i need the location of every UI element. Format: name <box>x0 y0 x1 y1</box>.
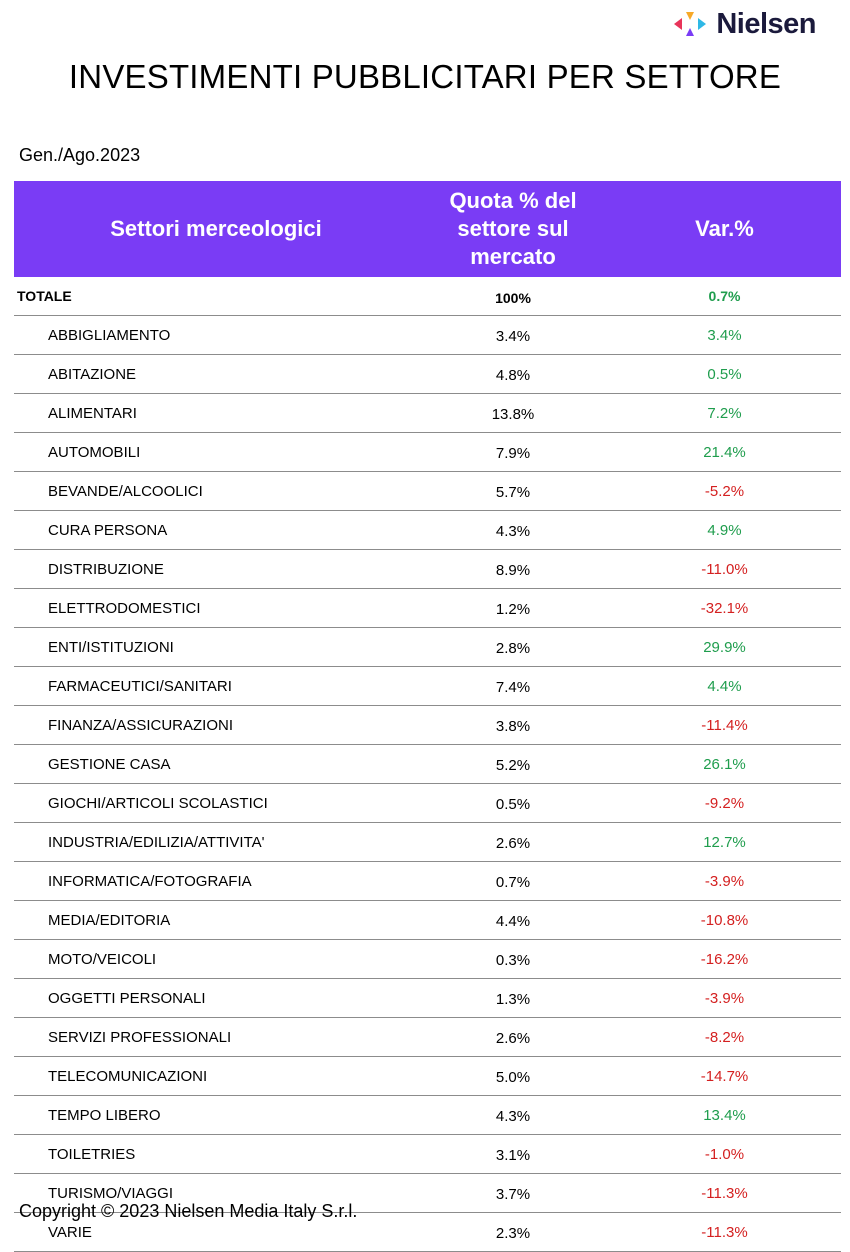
var-cell: -16.2% <box>608 940 841 979</box>
share-cell: 8.9% <box>418 550 608 589</box>
sector-cell: MEDIA/EDITORIA <box>14 901 418 940</box>
sector-cell: TELECOMUNICAZIONI <box>14 1057 418 1096</box>
var-cell: -1.0% <box>608 1135 841 1174</box>
total-row <box>14 277 841 316</box>
share-cell: 1.2% <box>418 589 608 628</box>
var-cell: -10.8% <box>608 901 841 940</box>
table-row <box>14 628 841 667</box>
table-row <box>14 940 841 979</box>
sector-cell: ELETTRODOMESTICI <box>14 589 418 628</box>
sector-cell: INFORMATICA/FOTOGRAFIA <box>14 862 418 901</box>
var-cell: -3.9% <box>608 862 841 901</box>
period-label: Gen./Ago.2023 <box>19 145 141 165</box>
page-title: INVESTIMENTI PUBBLICITARI PER SETTORE <box>68 58 782 95</box>
share-cell: 2.8% <box>418 628 608 667</box>
var-cell: -9.2% <box>608 784 841 823</box>
share-cell: 4.8% <box>418 355 608 394</box>
sector-cell: CURA PERSONA <box>14 511 418 550</box>
table-row <box>14 550 841 589</box>
var-cell: 4.4% <box>608 667 841 706</box>
share-cell: 7.9% <box>418 433 608 472</box>
sector-cell: AUTOMOBILI <box>14 433 418 472</box>
share-cell: 7.4% <box>418 667 608 706</box>
header-share <box>418 181 608 277</box>
share-cell: 3.8% <box>418 706 608 745</box>
var-cell: -3.9% <box>608 979 841 1018</box>
sector-cell: TEMPO LIBERO <box>14 1096 418 1135</box>
sector-cell: BEVANDE/ALCOOLICI <box>14 472 418 511</box>
var-cell: 12.7% <box>608 823 841 862</box>
var-cell: 3.4% <box>608 316 841 355</box>
sector-cell: ABITAZIONE <box>14 355 418 394</box>
table-body <box>14 277 841 1252</box>
sector-cell: GIOCHI/ARTICOLI SCOLASTICI <box>14 784 418 823</box>
copyright-text: Copyright © 2023 Nielsen Media Italy S.r.l. <box>19 1201 358 1221</box>
share-cell: 0.3% <box>418 940 608 979</box>
var-cell: -11.3% <box>608 1174 841 1213</box>
table-row <box>14 316 841 355</box>
var-cell: 7.2% <box>608 394 841 433</box>
total-sector: TOTALE <box>14 277 418 316</box>
header-sector: Settori merceologici <box>14 181 418 277</box>
table-row <box>14 433 841 472</box>
table-row <box>14 979 841 1018</box>
table-row <box>14 784 841 823</box>
table-row <box>14 1096 841 1135</box>
sector-table <box>14 181 841 1252</box>
table-row <box>14 706 841 745</box>
share-cell: 3.7% <box>418 1174 608 1213</box>
sector-cell: MOTO/VEICOLI <box>14 940 418 979</box>
var-cell: 13.4% <box>608 1096 841 1135</box>
share-cell: 4.3% <box>418 1096 608 1135</box>
logo-text: Nielsen <box>716 7 816 40</box>
sector-cell: ALIMENTARI <box>14 394 418 433</box>
table-row <box>14 823 841 862</box>
sector-cell: VARIE <box>14 1213 418 1252</box>
var-cell: 21.4% <box>608 433 841 472</box>
var-cell: -32.1% <box>608 589 841 628</box>
var-cell: 26.1% <box>608 745 841 784</box>
table-row <box>14 589 841 628</box>
share-cell: 1.3% <box>418 979 608 1018</box>
sector-table-container <box>14 181 841 1252</box>
sector-cell: GESTIONE CASA <box>14 745 418 784</box>
table-row <box>14 745 841 784</box>
table-row <box>14 511 841 550</box>
table-row <box>14 472 841 511</box>
table-header-row <box>14 181 841 277</box>
var-cell: 4.9% <box>608 511 841 550</box>
var-cell: -11.3% <box>608 1213 841 1252</box>
share-cell: 3.1% <box>418 1135 608 1174</box>
var-cell: -5.2% <box>608 472 841 511</box>
total-share: 100% <box>418 277 608 316</box>
var-cell: -11.4% <box>608 706 841 745</box>
header-share-line-3: mercato <box>470 244 556 269</box>
sector-cell: ENTI/ISTITUZIONI <box>14 628 418 667</box>
share-cell: 5.7% <box>418 472 608 511</box>
share-cell: 2.3% <box>418 1213 608 1252</box>
table-row <box>14 901 841 940</box>
sector-cell: FARMACEUTICI/SANITARI <box>14 667 418 706</box>
sector-cell: OGGETTI PERSONALI <box>14 979 418 1018</box>
nielsen-logo-icon <box>672 10 710 38</box>
var-cell: 29.9% <box>608 628 841 667</box>
nielsen-logo <box>672 8 816 40</box>
var-cell: -14.7% <box>608 1057 841 1096</box>
table-row <box>14 667 841 706</box>
sector-cell: SERVIZI PROFESSIONALI <box>14 1018 418 1057</box>
share-cell: 5.0% <box>418 1057 608 1096</box>
table-row <box>14 862 841 901</box>
sector-cell: TOILETRIES <box>14 1135 418 1174</box>
header-var: Var.% <box>608 181 841 277</box>
share-cell: 4.3% <box>418 511 608 550</box>
header-share-line-1: Quota % del <box>449 188 577 213</box>
share-cell: 0.5% <box>418 784 608 823</box>
table-row <box>14 1018 841 1057</box>
share-cell: 4.4% <box>418 901 608 940</box>
share-cell: 2.6% <box>418 1018 608 1057</box>
var-cell: 0.5% <box>608 355 841 394</box>
table-row <box>14 394 841 433</box>
sector-cell: DISTRIBUZIONE <box>14 550 418 589</box>
table-row <box>14 355 841 394</box>
share-cell: 0.7% <box>418 862 608 901</box>
table-row <box>14 1057 841 1096</box>
var-cell: -11.0% <box>608 550 841 589</box>
share-cell: 5.2% <box>418 745 608 784</box>
sector-cell: TURISMO/VIAGGI <box>14 1174 418 1213</box>
share-cell: 2.6% <box>418 823 608 862</box>
share-cell: 3.4% <box>418 316 608 355</box>
var-cell: -8.2% <box>608 1018 841 1057</box>
header-share-line-2: settore sul <box>457 216 569 241</box>
share-cell: 13.8% <box>418 394 608 433</box>
sector-cell: INDUSTRIA/EDILIZIA/ATTIVITA' <box>14 823 418 862</box>
sector-cell: ABBIGLIAMENTO <box>14 316 418 355</box>
total-var: 0.7% <box>608 277 841 316</box>
sector-cell: FINANZA/ASSICURAZIONI <box>14 706 418 745</box>
table-row <box>14 1135 841 1174</box>
